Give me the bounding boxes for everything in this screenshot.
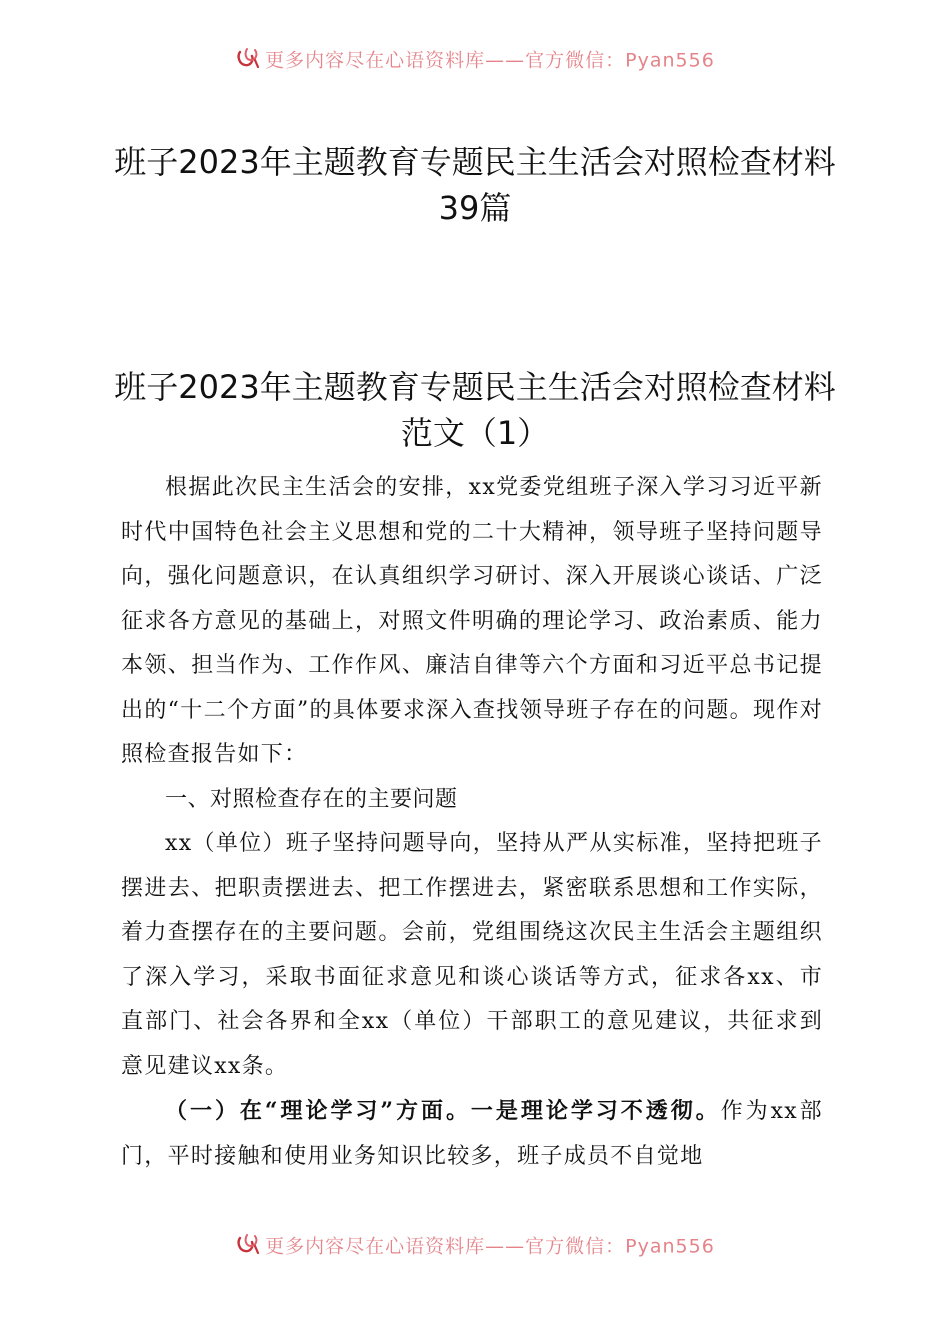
document-body (121, 466, 823, 1179)
section-paragraph: xx（单位）班子坚持问题导向，坚持从严从实标准，坚持把班子摆进去、把职责摆进去、把工作摆进去，紧密联系思想和工作实际，着力查摆存在的主要问题。会前，党组围绕这次民主生活会主题组织了深入学习，采取书面征求意见和谈心谈话等方式，征求各xx、市直部门、社会各界和全xx（单位）干部职工的意见建议，共征求到意见建议xx条。 (121, 831, 823, 1079)
subsection-paragraph (121, 1089, 823, 1179)
watermark-text: 更多内容尽在心语资料库——官方微信： (265, 49, 626, 72)
watermark-footer (0, 1232, 950, 1262)
subsection-lead: （一）在“理论学习”方面。一是理论学习不透彻。 (165, 1098, 721, 1124)
brand-logo-icon (235, 1232, 261, 1262)
document-subtitle: 班子2023年主题教育专题民主生活会对照检查材料范文（1） (114, 368, 836, 452)
watermark-handle: Pyan556 (625, 49, 715, 72)
watermark-header (0, 46, 950, 76)
intro-paragraph: 根据此次民主生活会的安排，xx党委党组班子深入学习习近平新时代中国特色社会主义思想和党的二十大精神，领导班子坚持问题导向，强化问题意识，在认真组织学习研讨、深入开展谈心谈话、广泛征求各方意见的基础上，对照文件明确的理论学习、政治素质、能力本领、担当作为、工作作风、廉洁自律等六个方面和习近平总书记提出的“十二个方面”的具体要求深入查找领导班子存在的问题。现作对照检查报告如下： (121, 475, 823, 767)
subsection-text: 作为xx部门，平时接触和使用业务知识比较多，班子成员不自觉地 (121, 1099, 823, 1169)
section-heading: 一、对照检查存在的主要问题 (165, 786, 458, 812)
watermark-handle: Pyan556 (625, 1235, 715, 1258)
brand-logo-icon (235, 46, 261, 76)
watermark-text: 更多内容尽在心语资料库——官方微信： (265, 1235, 626, 1258)
document-title: 班子2023年主题教育专题民主生活会对照检查材料39篇 (114, 143, 836, 227)
